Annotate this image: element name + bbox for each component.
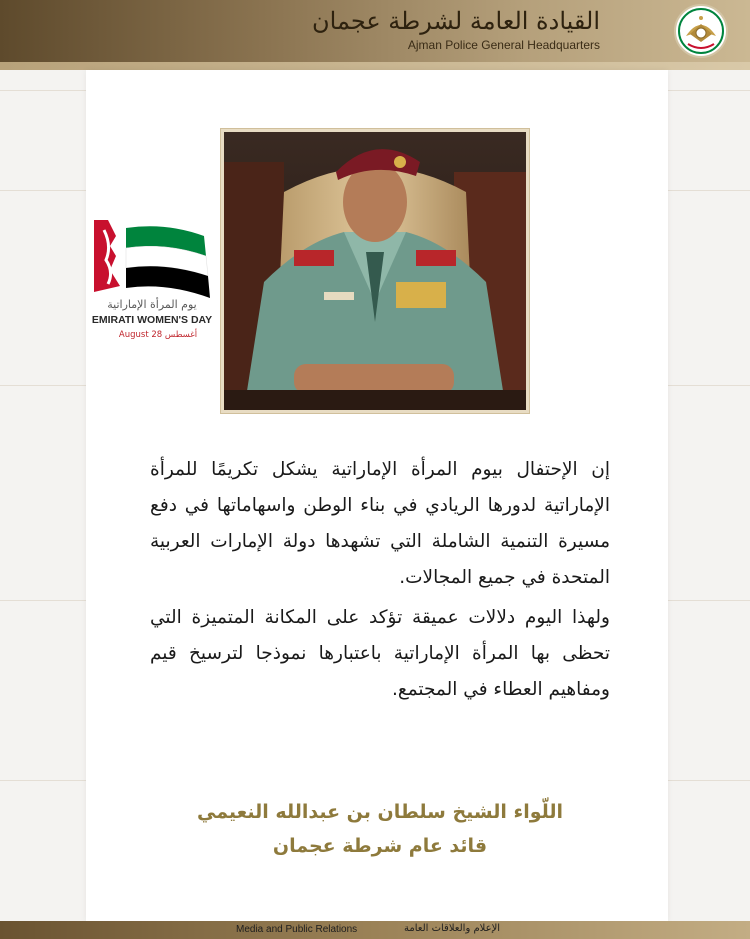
bg-line: [668, 780, 750, 781]
footer-label-en: Media and Public Relations: [236, 924, 358, 935]
header-title: [312, 6, 600, 52]
date-ar: أغسطس: [164, 330, 198, 340]
bg-line: [0, 190, 86, 191]
header-sub-bar: [0, 62, 750, 70]
womens-day-ar: يوم المرأة الإماراتية: [107, 298, 197, 311]
bg-line: [0, 90, 86, 91]
header-title-en: Ajman Police General Headquarters: [407, 38, 600, 52]
bg-line: [0, 780, 86, 781]
signature-name: اللّواء الشيخ سلطان بن عبدالله النعيمي: [196, 801, 564, 823]
portrait-frame: [220, 128, 530, 414]
message-paragraph-2: ولهذا اليوم دلالات عميقة تؤكد على المكانة المتميزة التي تحظى بها المرأة الإماراتية باعتبارها نموذجا لترسيخ قيم ومفاهيم العطاء في المجتمع.: [150, 607, 610, 700]
message-paragraph-1: إن الإحتفال بيوم المرأة الإماراتية يشكل تكريمًا للمرأة الإماراتية لدورها الريادي في بناء الوطن واسهاماتها في دفع مسيرة التنمية الشاملة التي تشهدها دولة الإمارات العربية المتحدة في جميع المجالات.: [150, 459, 610, 588]
womens-day-date: [118, 330, 198, 340]
bg-line: [668, 90, 750, 91]
bg-line: [668, 190, 750, 191]
police-emblem-icon: [674, 4, 728, 58]
message-body: [150, 452, 610, 712]
womens-day-en: EMIRATI WOMEN'S DAY: [91, 314, 213, 326]
bg-line: [0, 385, 86, 386]
footer-bar: [0, 921, 750, 939]
bg-line: [668, 600, 750, 601]
date-en: August 28: [118, 330, 163, 340]
header-bar: [0, 0, 750, 62]
bg-line: [668, 385, 750, 386]
commander-portrait: [224, 132, 526, 410]
header-title-ar: القيادة العامة لشرطة عجمان: [312, 7, 600, 35]
bg-line: [0, 600, 86, 601]
footer-label-ar: الإعلام والعلاقات العامة: [404, 923, 501, 934]
signature-title: قائد عام شرطة عجمان: [272, 835, 488, 857]
uae-flag-logo: [86, 216, 218, 346]
